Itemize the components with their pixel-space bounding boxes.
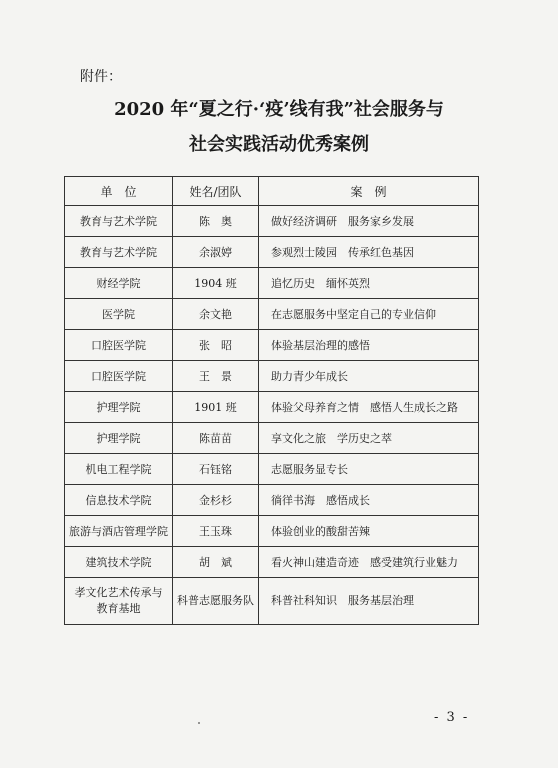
name-cell: 王 景 bbox=[173, 361, 259, 392]
table-row bbox=[65, 516, 479, 547]
unit-cell: 信息技术学院 bbox=[65, 485, 173, 516]
table-header-row bbox=[65, 177, 479, 206]
unit-cell: 教育与艺术学院 bbox=[65, 237, 173, 268]
case-cell: 志愿服务显专长 bbox=[259, 454, 479, 485]
table-row bbox=[65, 206, 479, 237]
table-row bbox=[65, 361, 479, 392]
case-cell: 在志愿服务中坚定自己的专业信仰 bbox=[259, 299, 479, 330]
unit-cell: 建筑技术学院 bbox=[65, 547, 173, 578]
table-row bbox=[65, 268, 479, 299]
table-row bbox=[65, 578, 479, 625]
table-row bbox=[65, 423, 479, 454]
table-row bbox=[65, 454, 479, 485]
case-cell: 追忆历史 缅怀英烈 bbox=[259, 268, 479, 299]
unit-cell: 财经学院 bbox=[65, 268, 173, 299]
case-cell: 体验创业的酸甜苦辣 bbox=[259, 516, 479, 547]
unit-cell: 护理学院 bbox=[65, 423, 173, 454]
name-cell: 金杉杉 bbox=[173, 485, 259, 516]
table-row bbox=[65, 392, 479, 423]
name-cell: 王玉珠 bbox=[173, 516, 259, 547]
case-cell: 体验父母养育之情 感悟人生成长之路 bbox=[259, 392, 479, 423]
name-cell: 胡 斌 bbox=[173, 547, 259, 578]
title-line-2: 社会实践活动优秀案例 bbox=[189, 134, 369, 155]
attachment-label: 附件： bbox=[80, 69, 122, 85]
unit-cell-line-1: 孝文化艺术传承与 bbox=[74, 586, 163, 599]
name-cell: 陈苗苗 bbox=[173, 423, 259, 454]
case-cell: 享文化之旅 学历史之萃 bbox=[259, 423, 479, 454]
case-cell: 科普社科知识 服务基层治理 bbox=[259, 578, 479, 625]
name-cell: 余淑婷 bbox=[173, 237, 259, 268]
table-row bbox=[65, 547, 479, 578]
name-cell: 1901 班 bbox=[173, 392, 259, 423]
unit-cell: 旅游与酒店管理学院 bbox=[65, 516, 173, 547]
table-row bbox=[65, 299, 479, 330]
header-case: 案 例 bbox=[259, 177, 479, 206]
name-cell: 科普志愿服务队 bbox=[173, 578, 259, 625]
page-number: - 3 - bbox=[434, 710, 470, 725]
unit-cell: 教育与艺术学院 bbox=[65, 206, 173, 237]
table-row bbox=[65, 485, 479, 516]
case-cell: 看火神山建造奇迹 感受建筑行业魅力 bbox=[259, 547, 479, 578]
table-row bbox=[65, 237, 479, 268]
case-cell: 徜徉书海 感悟成长 bbox=[259, 485, 479, 516]
case-cell: 参观烈士陵园 传承红色基因 bbox=[259, 237, 479, 268]
unit-cell: 护理学院 bbox=[65, 392, 173, 423]
unit-cell: 口腔医学院 bbox=[65, 330, 173, 361]
name-cell: 张 昭 bbox=[173, 330, 259, 361]
case-cell: 体验基层治理的感悟 bbox=[259, 330, 479, 361]
unit-cell bbox=[65, 578, 173, 625]
header-name: 姓名/团队 bbox=[173, 177, 259, 206]
name-cell: 陈 奥 bbox=[173, 206, 259, 237]
case-cell: 做好经济调研 服务家乡发展 bbox=[259, 206, 479, 237]
name-cell: 石钰铭 bbox=[173, 454, 259, 485]
unit-cell: 口腔医学院 bbox=[65, 361, 173, 392]
unit-cell: 机电工程学院 bbox=[65, 454, 173, 485]
cases-table bbox=[64, 176, 479, 625]
header-unit: 单 位 bbox=[65, 177, 173, 206]
unit-cell-line-2: 教育基地 bbox=[96, 602, 141, 615]
unit-cell: 医学院 bbox=[65, 299, 173, 330]
name-cell: 余文艳 bbox=[173, 299, 259, 330]
name-cell: 1904 班 bbox=[173, 268, 259, 299]
title-line-1: 2020 年“夏之行·‘疫’线有我”社会服务与 bbox=[114, 99, 444, 120]
case-cell: 助力青少年成长 bbox=[259, 361, 479, 392]
table-row bbox=[65, 330, 479, 361]
scan-speck bbox=[198, 722, 200, 724]
